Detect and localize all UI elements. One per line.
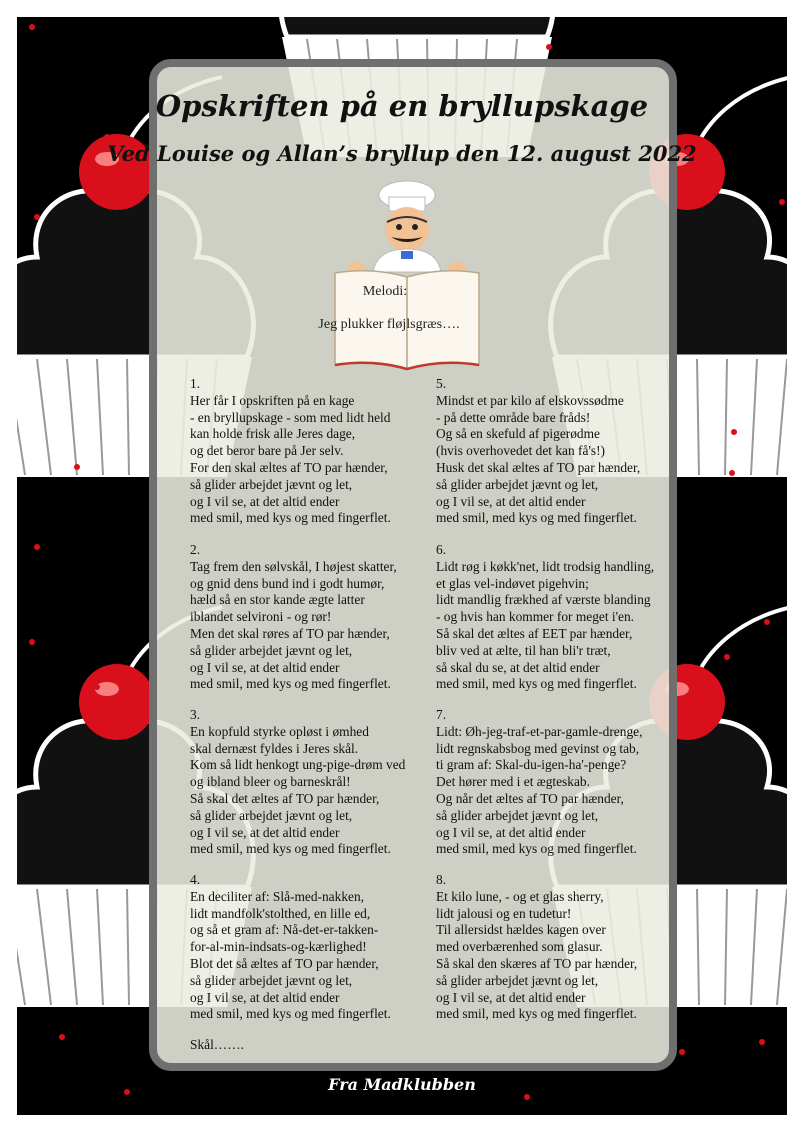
verse-number: 7. (436, 707, 447, 722)
melody-value: Jeg plukker fløjlsgræs…. (318, 317, 460, 332)
footer-credit: Fra Madklubben (328, 1075, 476, 1094)
verse-line: Så skal den skæres af TO par hænder, (436, 955, 638, 971)
verse-line: så skal du se, at det altid ender (436, 659, 600, 675)
verse-line: og I vil se, at det altid ender (436, 824, 586, 840)
verse-line: lidt mandlig frækhed af værste blanding (436, 592, 651, 608)
chef-with-book-illustration (307, 177, 507, 372)
verse-line: lidt jalousi og en tudetur! (436, 905, 572, 921)
verse-line: Og så en skefuld af pigerødme (436, 426, 600, 442)
verse-line: lidt regnskabsbog med gevinst og tab, (436, 740, 640, 756)
verse-number: 1. (190, 376, 201, 391)
verse-line: så glider arbejdet jævnt og let, (436, 807, 599, 823)
verse-line: for-al-min-indsats-og-kærlighed! (190, 939, 367, 955)
verse-8 (436, 872, 661, 1023)
verse-line: Her får I opskriften på en kage (190, 392, 355, 408)
verse-line: Lidt røg i køkk'net, lidt trodsig handling, (436, 558, 655, 574)
verse-6 (436, 542, 661, 693)
verse-line: Til allersidst hældes kagen over (436, 922, 606, 938)
page-subtitle: Ved Louise og Allan’s bryllup den 12. august 2022 (107, 141, 697, 166)
verse-line: og I vil se, at det altid ender (190, 989, 340, 1005)
verse-line: bliv ved at ælte, til han bli'r træt, (436, 642, 611, 658)
verse-line: For den skal æltes af TO par hænder, (190, 459, 388, 475)
verse-7 (436, 707, 661, 858)
verse-line: så glider arbejdet jævnt og let, (190, 807, 353, 823)
verse-line: så glider arbejdet jævnt og let, (190, 972, 353, 988)
verse-line: så glider arbejdet jævnt og let, (436, 972, 599, 988)
verse-line: og ibland bleer og barneskrål! (190, 774, 351, 790)
verse-line: med smil, med kys og med fingerflet. (190, 510, 391, 526)
verse-line: et glas vel-indøvet pigehvin; (436, 575, 589, 591)
verse-number: 8. (436, 872, 447, 887)
verse-line: (hvis overhovedet det kan få's!) (436, 443, 605, 459)
verse-line: og I vil se, at det altid ender (190, 493, 340, 509)
verse-line: iblandet selvironi - og rør! (190, 609, 332, 625)
verse-line: En deciliter af: Slå-med-nakken, (190, 888, 365, 904)
verse-line: og så et gram af: Nå-det-er-takken- (190, 922, 379, 938)
page-title: Opskriften på en bryllupskage (155, 89, 649, 123)
verse-line: Lidt: Øh-jeg-traf-et-par-gamle-drenge, (436, 723, 643, 739)
verse-line: Det hører med i et ægteskab. (436, 774, 590, 790)
verse-line: så glider arbejdet jævnt og let, (190, 642, 353, 658)
verse-line: lidt mandfolk'stolthed, en lille ed, (190, 905, 371, 921)
verse-number: 5. (436, 376, 447, 391)
verse-line: - på dette område bare fråds! (436, 409, 591, 425)
verse-line: Så skal det æltes af TO par hænder, (190, 790, 380, 806)
verse-line: og I vil se, at det altid ender (190, 659, 340, 675)
verse-line: En kopfuld styrke opløst i ømhed (190, 723, 369, 739)
verse-line: så glider arbejdet jævnt og let, (436, 476, 599, 492)
verse-line: med smil, med kys og med fingerflet. (436, 841, 637, 857)
verse-line: og gnid dens bund ind i godt humør, (190, 575, 385, 591)
verse-line: - og hvis han kommer for meget i'en. (436, 609, 635, 625)
verse-line: Tag frem den sølvskål, I højest skatter, (190, 558, 397, 574)
verse-line: med smil, med kys og med fingerflet. (436, 510, 637, 526)
verse-line: Blot det så æltes af TO par hænder, (190, 955, 379, 971)
verse-number: 3. (190, 707, 201, 722)
verse-line: Et kilo lune, - og et glas sherry, (436, 888, 604, 904)
verse-line: ti gram af: Skal-du-igen-ha'-penge? (436, 757, 627, 773)
closing-toast: Skål……. (190, 1037, 244, 1052)
verse-line: kan holde frisk alle Jeres dage, (190, 426, 356, 442)
verse-line: Men det skal røres af TO par hænder, (190, 625, 390, 641)
verse-line: Husk det skal æltes af TO par hænder, (436, 459, 641, 475)
verse-line: og det beror bare på Jer selv. (190, 443, 344, 459)
verse-line: og I vil se, at det altid ender (436, 989, 586, 1005)
verse-line: og I vil se, at det altid ender (436, 493, 586, 509)
verse-number: 4. (190, 872, 201, 887)
verse-3 (190, 707, 415, 858)
verse-line: Og når det æltes af TO par hænder, (436, 790, 624, 806)
verse-line: Mindst et par kilo af elskovssødme (436, 392, 624, 408)
verse-2 (190, 542, 415, 693)
verse-line: - en bryllupskage - som med lidt held (190, 409, 391, 425)
verse-line: med overbærenhed som glasur. (436, 939, 603, 955)
verse-line: Kom så lidt henkogt ung-pige-drøm ved (190, 757, 406, 773)
verse-5 (436, 376, 661, 527)
verse-line: med smil, med kys og med fingerflet. (190, 1006, 391, 1022)
verse-line: med smil, med kys og med fingerflet. (436, 676, 637, 692)
verse-line: med smil, med kys og med fingerflet. (190, 841, 391, 857)
verse-line: så glider arbejdet jævnt og let, (190, 476, 353, 492)
verse-number: 6. (436, 542, 447, 557)
verse-line: med smil, med kys og med fingerflet. (190, 676, 391, 692)
melody-label: Melodi: (362, 284, 408, 299)
verse-4 (190, 872, 415, 1023)
verse-line: skal dernæst fyldes i Jeres skål. (190, 740, 359, 756)
verse-line: hæld så en stor kande ægte latter (190, 592, 365, 608)
poster (17, 17, 787, 1115)
verse-1 (190, 376, 415, 527)
verse-line: med smil, med kys og med fingerflet. (436, 1006, 637, 1022)
verse-line: og I vil se, at det altid ender (190, 824, 340, 840)
verse-number: 2. (190, 542, 201, 557)
verse-line: Så skal det æltes af EET par hænder, (436, 625, 633, 641)
